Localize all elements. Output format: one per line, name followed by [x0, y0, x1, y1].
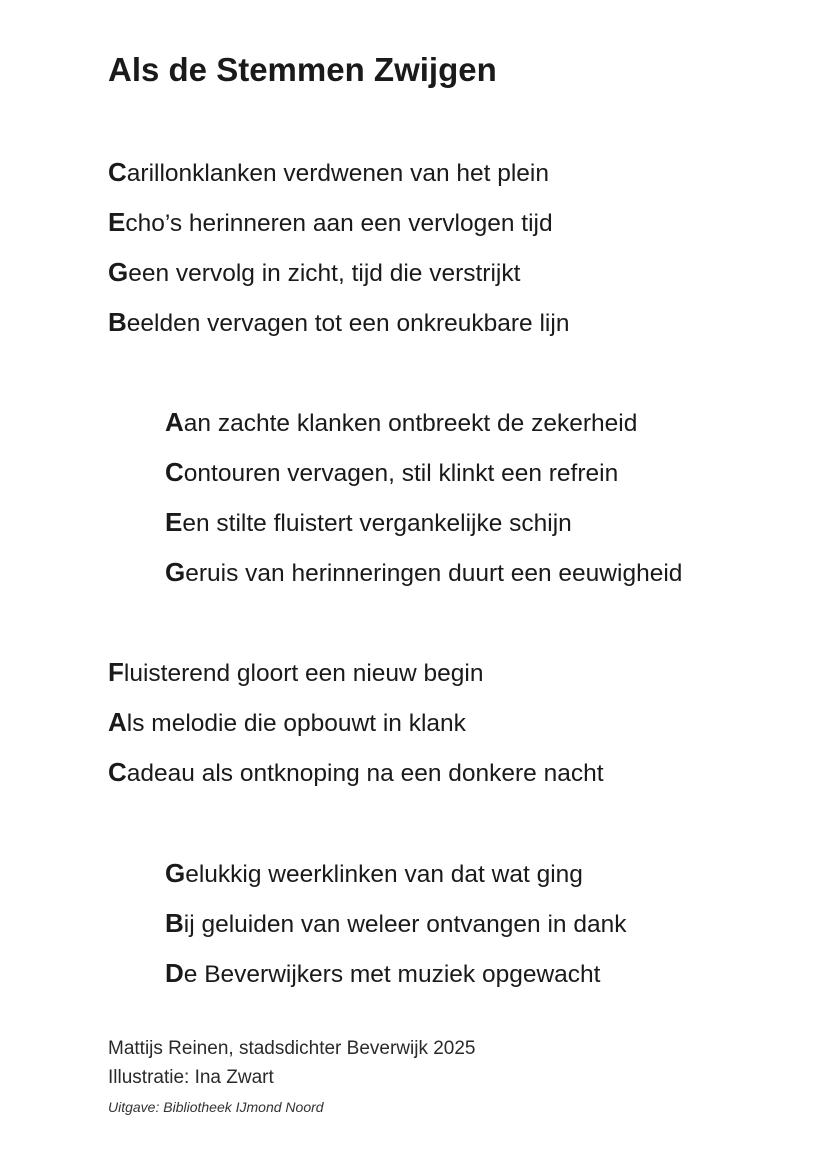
poem-line: [108, 197, 569, 247]
line-initial: F: [108, 657, 124, 687]
line-text: cho’s herinneren aan een vervlogen tijd: [125, 210, 553, 237]
poem-line: [165, 848, 626, 898]
line-initial: G: [165, 557, 186, 587]
line-text: elukkig weerklinken van dat wat ging: [185, 861, 583, 888]
line-text: ij geluiden van weleer ontvangen in dank: [183, 911, 627, 938]
line-initial: C: [108, 157, 127, 187]
line-initial: A: [108, 707, 127, 737]
line-text: eelden vervagen tot een onkreukbare lijn: [126, 310, 570, 337]
line-initial: B: [165, 908, 184, 938]
stanza-2: [165, 397, 682, 597]
poem-line: [108, 247, 569, 297]
line-text: adeau als ontknoping na een donkere nacht: [126, 760, 604, 787]
line-text: arillonklanken verdwenen van het plein: [126, 160, 549, 187]
poem-line: [165, 898, 626, 948]
author-credit: Mattijs Reinen, stadsdichter Beverwijk 2025: [108, 1038, 476, 1059]
stanza-3: [108, 647, 604, 797]
line-initial: A: [165, 407, 184, 437]
poem-line: [108, 647, 604, 697]
line-text: en stilte fluistert vergankelijke schijn: [182, 510, 572, 537]
stanza-1: [108, 147, 569, 347]
line-text: luisterend gloort een nieuw begin: [123, 660, 484, 687]
illustration-credit: Illustratie: Ina Zwart: [108, 1067, 274, 1088]
line-text: een vervolg in zicht, tijd die verstrijkt: [128, 260, 521, 287]
line-initial: D: [165, 958, 184, 988]
line-initial: C: [165, 457, 184, 487]
poem-line: [165, 497, 682, 547]
poem-line: [108, 747, 604, 797]
line-initial: C: [108, 757, 127, 787]
publisher-credit: Uitgave: Bibliotheek IJmond Noord: [108, 1099, 324, 1115]
colophon: [108, 1034, 476, 1118]
line-initial: E: [165, 507, 183, 537]
line-text: ls melodie die opbouwt in klank: [126, 710, 466, 737]
line-text: eruis van herinneringen duurt een eeuwigheid: [185, 560, 683, 587]
poem-line: [108, 297, 569, 347]
stanza-4: [165, 848, 626, 998]
line-text: an zachte klanken ontbreekt de zekerheid: [183, 410, 638, 437]
poem-line: [165, 547, 682, 597]
line-initial: B: [108, 307, 127, 337]
line-initial: G: [165, 858, 186, 888]
poem-line: [165, 447, 682, 497]
poem-line: [165, 948, 626, 998]
poem-line: [165, 397, 682, 447]
line-initial: E: [108, 207, 126, 237]
line-initial: G: [108, 257, 129, 287]
line-text: ontouren vervagen, stil klinkt een refrein: [183, 460, 619, 487]
line-text: e Beverwijkers met muziek opgewacht: [183, 961, 601, 988]
poem-line: [108, 697, 604, 747]
poem-title: Als de Stemmen Zwijgen: [108, 51, 497, 88]
poem-line: [108, 147, 569, 197]
